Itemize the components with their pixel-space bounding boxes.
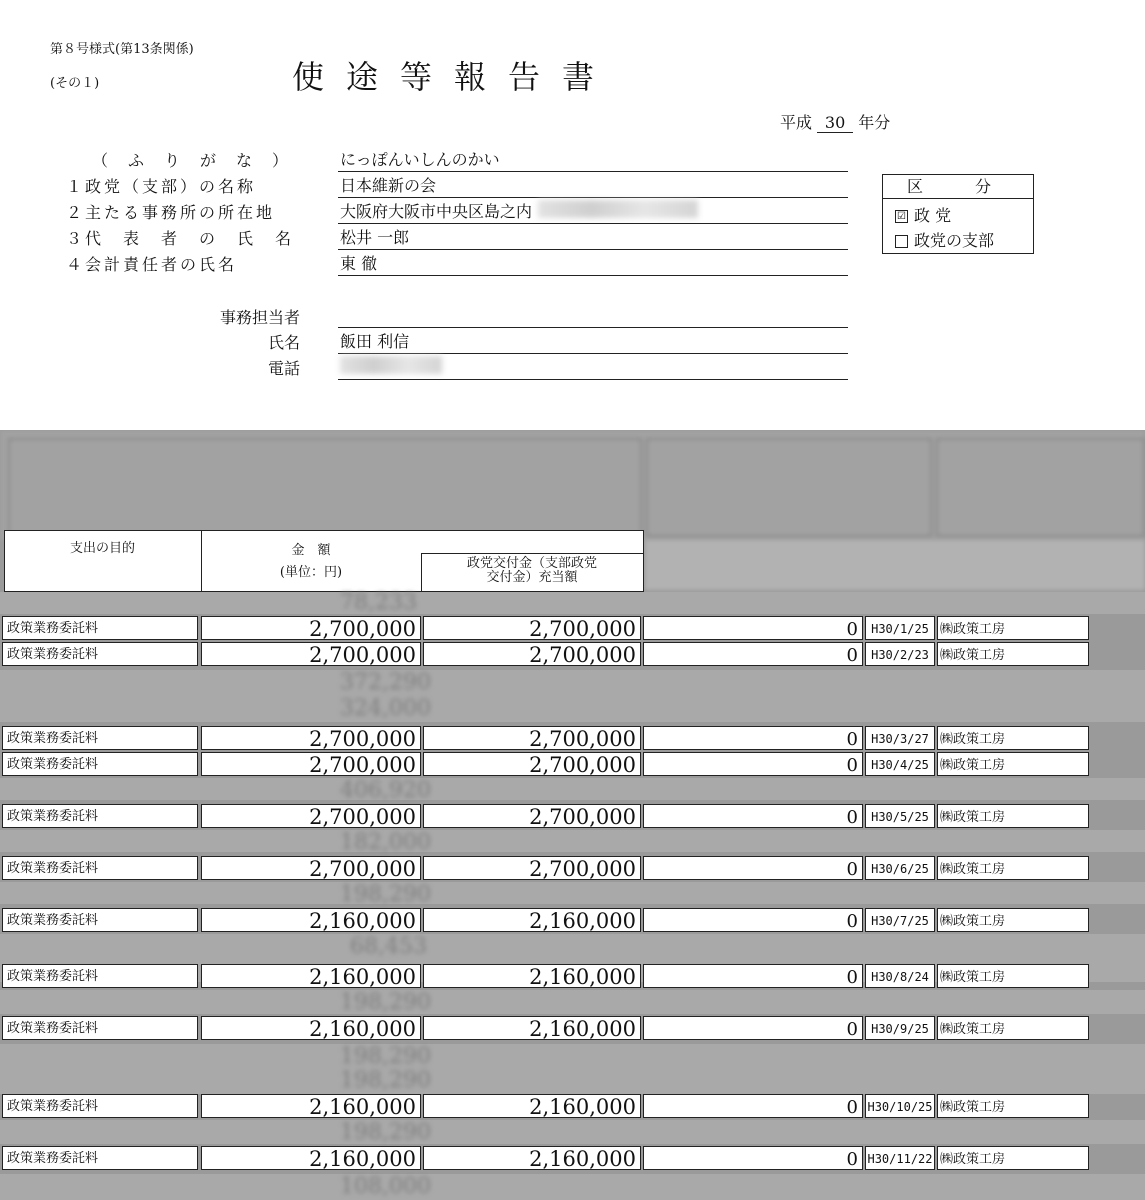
party-name-label: １政党（支部）の名称 [66, 177, 257, 196]
category-party-option[interactable] [895, 203, 951, 226]
date-cell: H30/8/24 [865, 964, 935, 988]
expense-table [0, 430, 1145, 1200]
purpose-cell: 政策業務委託料 [2, 1094, 198, 1118]
phone-label: 電話 [268, 359, 301, 378]
office-label: ２主たる事務所の所在地 [66, 203, 276, 222]
year-prefix: 平成 [780, 113, 813, 132]
blurred-header-right [645, 540, 1145, 590]
header-subsidy-line1: 政党交付金（支部政党 [466, 556, 597, 571]
subsidy-cell: 2,700,000 [423, 804, 641, 828]
header-subsidy [421, 557, 643, 585]
amount-cell: 2,160,000 [201, 1016, 421, 1040]
date-cell: H30/6/25 [865, 856, 935, 880]
subsidy-cell: 2,160,000 [423, 1094, 641, 1118]
blurred-amount: 406,920 [340, 778, 431, 803]
payee-cell: ㈱政策工房 [937, 616, 1089, 640]
subsidy-cell: 2,160,000 [423, 964, 641, 988]
rep-value: 松井 一郎 [340, 228, 410, 247]
purpose-cell: 政策業務委託料 [2, 964, 198, 988]
other-funds-cell: 0 [643, 908, 863, 932]
subsidy-cell: 2,160,000 [423, 1146, 641, 1170]
date-cell: H30/3/27 [865, 726, 935, 750]
payee-cell: ㈱政策工房 [937, 804, 1089, 828]
subsidy-cell: 2,700,000 [423, 642, 641, 666]
other-funds-cell: 0 [643, 642, 863, 666]
blurred-amount: 372,290 [340, 670, 431, 695]
amount-cell: 2,160,000 [201, 1146, 421, 1170]
furigana-label: （ ふ り が な ） [92, 151, 291, 170]
header-purpose: 支出の目的 [69, 541, 135, 556]
blurred-amount: 78,233 [340, 590, 417, 615]
amount-cell: 2,700,000 [201, 804, 421, 828]
subsidy-cell: 2,700,000 [423, 616, 641, 640]
blurred-amount: 198,290 [340, 990, 431, 1015]
payee-cell: ㈱政策工房 [937, 1146, 1089, 1170]
purpose-cell: 政策業務委託料 [2, 726, 198, 750]
rep-label: ３代 表 者 の 氏 名 [66, 229, 295, 248]
date-cell: H30/1/25 [865, 616, 935, 640]
header-unit: (単位：円) [279, 565, 343, 580]
blurred-amount: 324,000 [340, 696, 431, 721]
party-name-value: 日本維新の会 [340, 176, 437, 195]
purpose-cell: 政策業務委託料 [2, 752, 198, 776]
table-header [4, 530, 644, 592]
other-funds-cell: 0 [643, 1146, 863, 1170]
payee-cell: ㈱政策工房 [937, 1094, 1089, 1118]
other-funds-cell: 0 [643, 726, 863, 750]
subsidy-cell: 2,160,000 [423, 1016, 641, 1040]
category-branch-label: 政党の支部 [914, 231, 995, 250]
category-branch-option[interactable] [895, 228, 994, 251]
blurred-amount: 108,000 [340, 1174, 431, 1199]
other-funds-cell: 0 [643, 1016, 863, 1040]
year-suffix: 年分 [858, 113, 891, 132]
amount-cell: 2,700,000 [201, 752, 421, 776]
amount-cell: 2,160,000 [201, 1094, 421, 1118]
staff-name-value: 飯田 利信 [340, 332, 410, 351]
accountant-value: 東 徹 [340, 254, 378, 273]
blurred-amount: 198,290 [340, 1044, 431, 1069]
date-cell: H30/7/25 [865, 908, 935, 932]
category-party-label: 政 党 [914, 206, 952, 225]
other-funds-cell: 0 [643, 616, 863, 640]
report-form-header [0, 0, 1145, 430]
category-header: 区 分 [883, 175, 1033, 199]
purpose-cell: 政策業務委託料 [2, 616, 198, 640]
payee-cell: ㈱政策工房 [937, 726, 1089, 750]
office-address-redaction [538, 200, 698, 218]
other-funds-cell: 0 [643, 964, 863, 988]
page-title: 使途等報告書 [292, 58, 617, 96]
amount-cell: 2,160,000 [201, 964, 421, 988]
payee-cell: ㈱政策工房 [937, 856, 1089, 880]
purpose-cell: 政策業務委託料 [2, 908, 198, 932]
amount-cell: 2,160,000 [201, 908, 421, 932]
payee-cell: ㈱政策工房 [937, 964, 1089, 988]
date-cell: H30/4/25 [865, 752, 935, 776]
phone-redaction [340, 356, 442, 374]
subsidy-cell: 2,700,000 [423, 752, 641, 776]
blurred-amount: 198,290 [340, 882, 431, 907]
furigana-value: にっぽんいしんのかい [340, 150, 500, 169]
payee-cell: ㈱政策工房 [937, 1016, 1089, 1040]
other-funds-cell: 0 [643, 856, 863, 880]
purpose-cell: 政策業務委託料 [2, 1016, 198, 1040]
party-checkbox-icon[interactable]: ☑ [895, 210, 908, 223]
other-funds-cell: 0 [643, 1094, 863, 1118]
amount-cell: 2,700,000 [201, 616, 421, 640]
purpose-cell: 政策業務委託料 [2, 856, 198, 880]
blurred-amount: 68,453 [350, 934, 427, 959]
office-value: 大阪府大阪市中央区島之内 [340, 202, 533, 221]
accountant-label: ４会計責任者の氏名 [66, 255, 238, 274]
subsidy-cell: 2,160,000 [423, 908, 641, 932]
staff-name-label: 氏名 [268, 333, 301, 352]
blurred-amount: 198,290 [340, 1068, 431, 1093]
branch-checkbox-icon[interactable] [895, 235, 908, 248]
subsidy-cell: 2,700,000 [423, 726, 641, 750]
payee-cell: ㈱政策工房 [937, 908, 1089, 932]
amount-cell: 2,700,000 [201, 726, 421, 750]
year-value: 30 [817, 113, 853, 133]
other-funds-cell: 0 [643, 804, 863, 828]
date-cell: H30/2/23 [865, 642, 935, 666]
amount-cell: 2,700,000 [201, 856, 421, 880]
purpose-cell: 政策業務委託料 [2, 1146, 198, 1170]
blurred-amount: 182,000 [340, 830, 431, 855]
purpose-cell: 政策業務委託料 [2, 642, 198, 666]
date-cell: H30/10/25 [865, 1094, 935, 1118]
payee-cell: ㈱政策工房 [937, 642, 1089, 666]
other-funds-cell: 0 [643, 752, 863, 776]
purpose-cell: 政策業務委託料 [2, 804, 198, 828]
subsidy-cell: 2,700,000 [423, 856, 641, 880]
header-subsidy-line2: 交付金）充当額 [486, 570, 578, 585]
date-cell: H30/9/25 [865, 1016, 935, 1040]
category-box [882, 174, 1034, 254]
sheet-number: (その１) [50, 76, 100, 91]
form-number: 第８号様式(第13条関係) [50, 42, 194, 57]
blurred-header-band [0, 430, 1145, 540]
staff-label: 事務担当者 [220, 308, 301, 327]
date-cell: H30/5/25 [865, 804, 935, 828]
header-amount: 金 額 [291, 543, 331, 558]
amount-cell: 2,700,000 [201, 642, 421, 666]
year-field [780, 110, 890, 133]
blurred-amount: 198,290 [340, 1120, 431, 1145]
payee-cell: ㈱政策工房 [937, 752, 1089, 776]
date-cell: H30/11/22 [865, 1146, 935, 1170]
